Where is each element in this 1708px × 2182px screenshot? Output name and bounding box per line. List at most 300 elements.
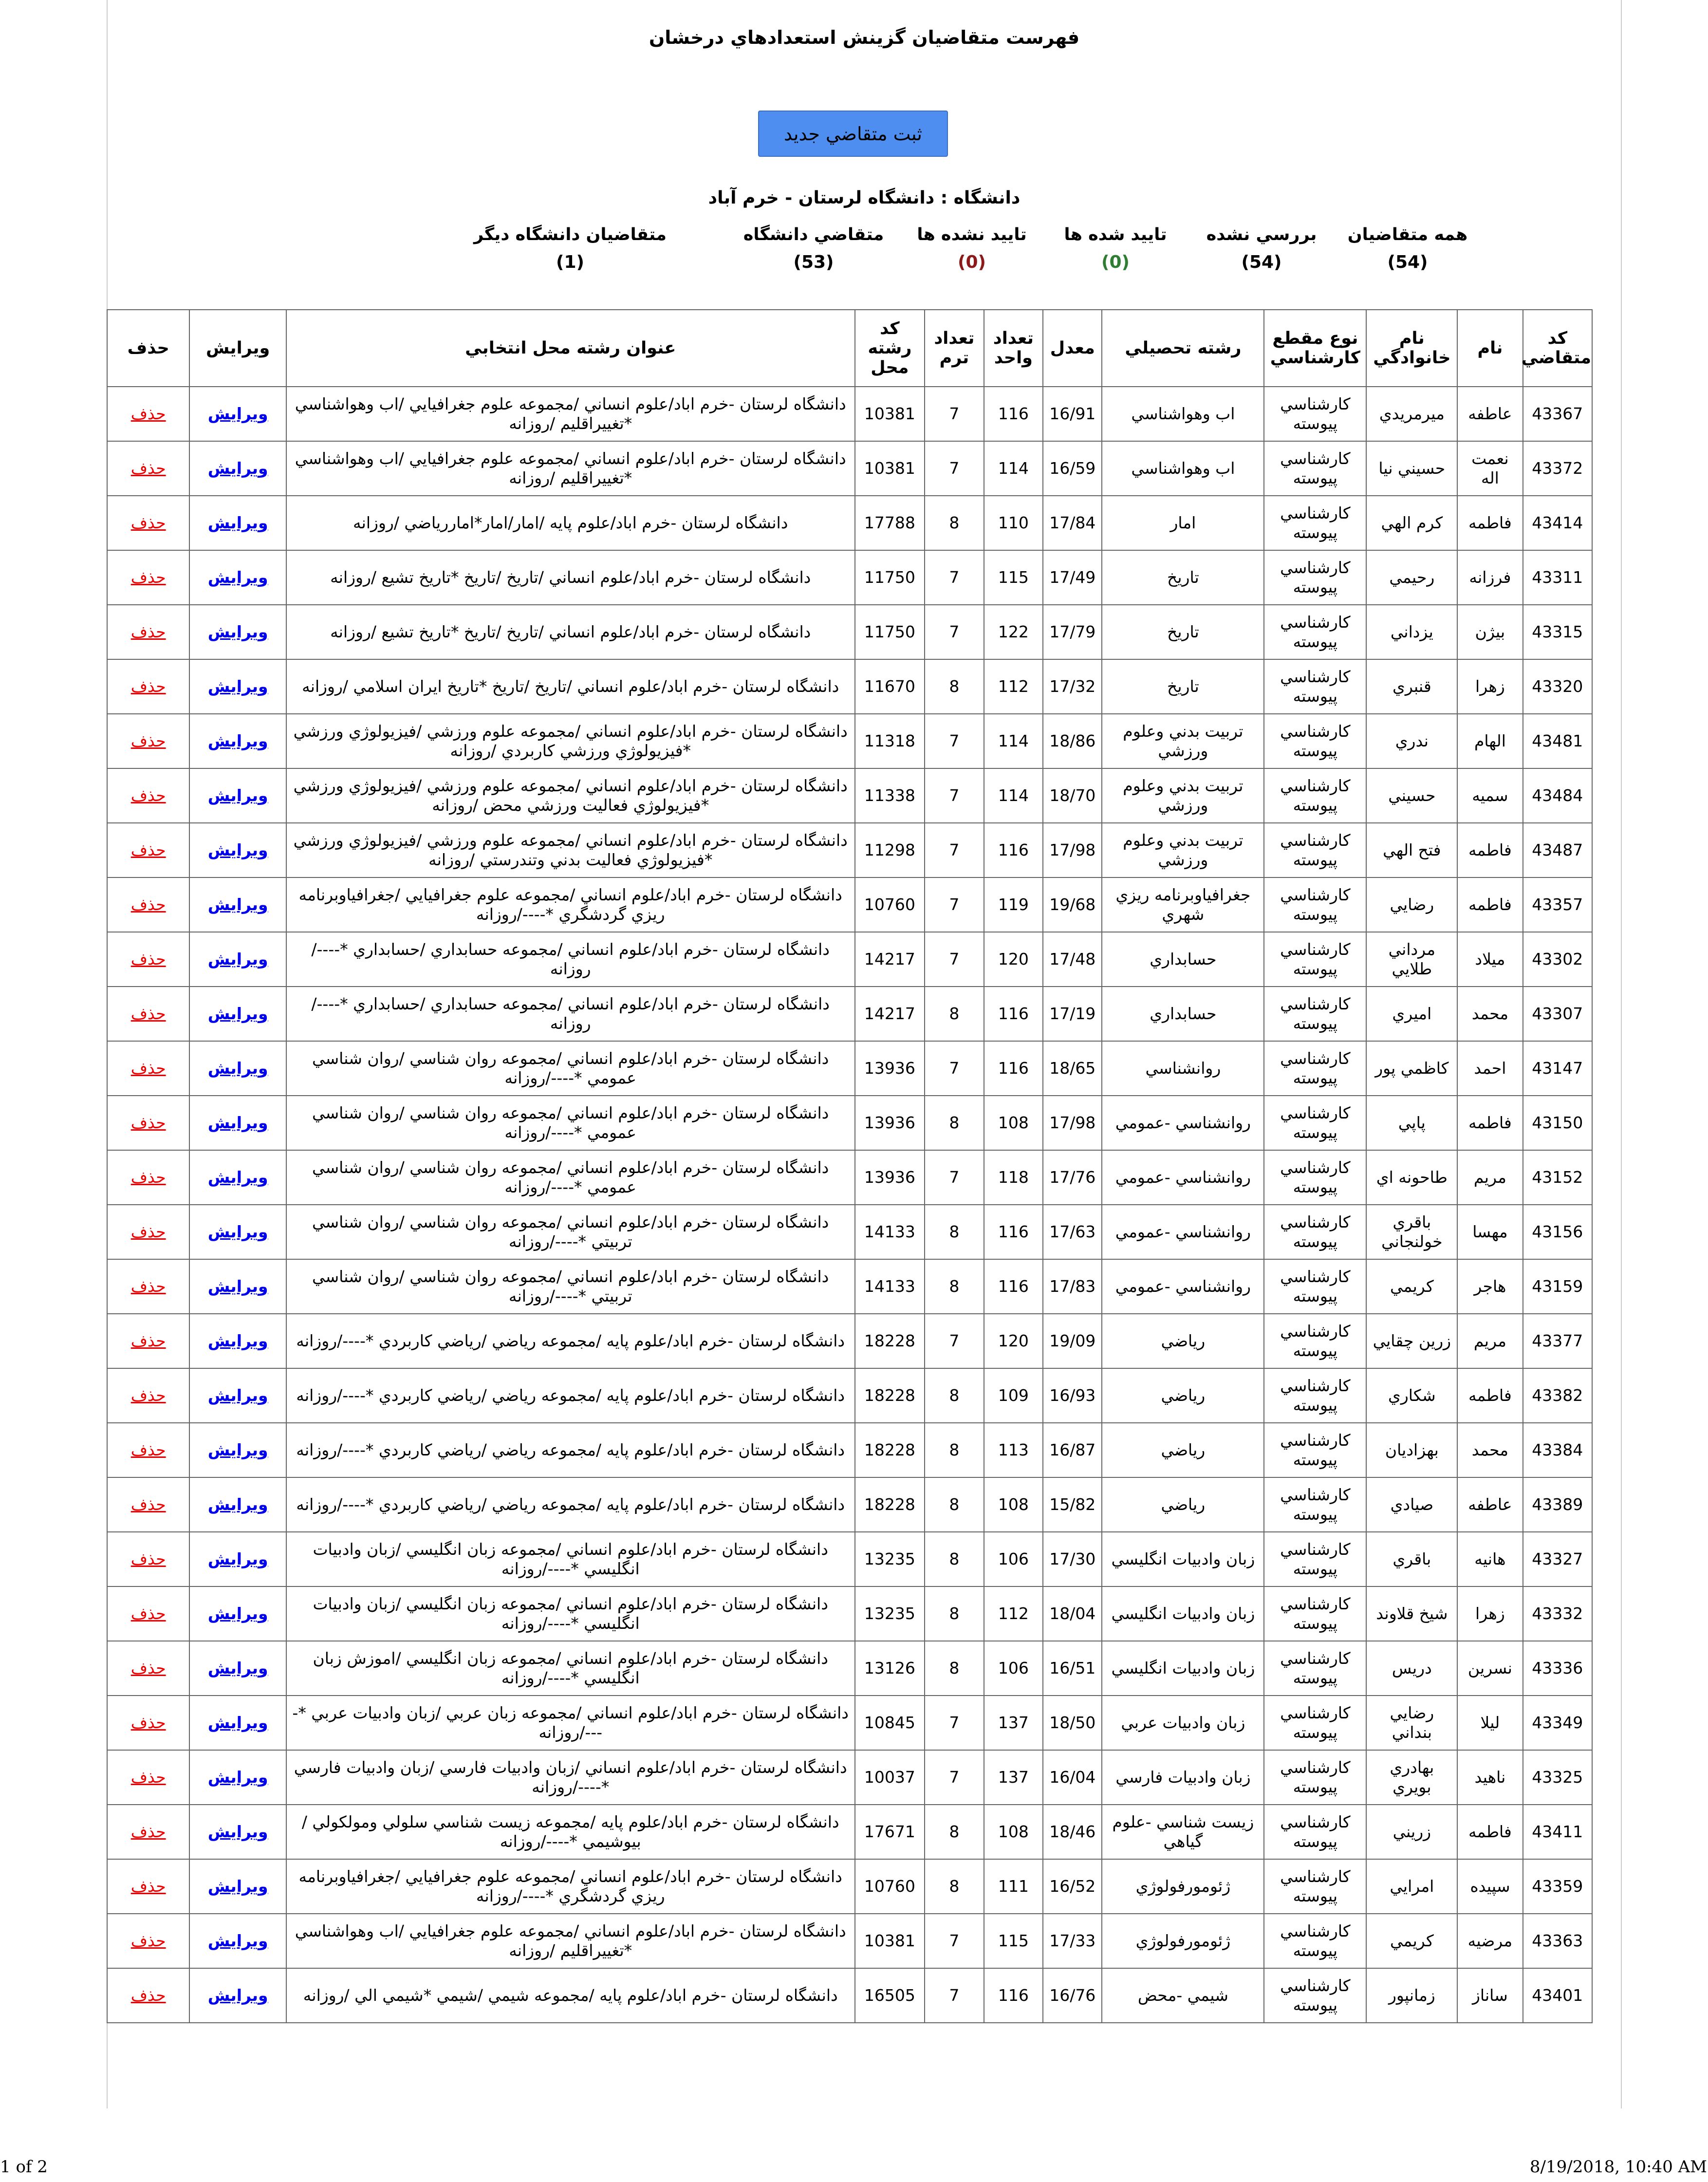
- delete-cell: [107, 1641, 189, 1696]
- major-cell: تربيت بدني وعلوم ورزشي: [1102, 768, 1264, 823]
- column-header: نام: [1457, 310, 1522, 387]
- first-name-cell: ليلا: [1457, 1696, 1522, 1750]
- delete-link[interactable]: حذف: [130, 786, 166, 805]
- table-row: [107, 1096, 1592, 1150]
- degree-type-cell: كارشناسي پيوسته: [1264, 659, 1366, 714]
- edit-cell: [189, 1750, 286, 1805]
- major-cell: اب وهواشناسي: [1102, 441, 1264, 496]
- last-name-cell: ميرمريدي: [1366, 387, 1457, 441]
- edit-cell: [189, 1805, 286, 1859]
- field-code-cell: 13936: [855, 1096, 925, 1150]
- edit-link[interactable]: ويرايش: [207, 568, 268, 587]
- last-name-cell: يزداني: [1366, 605, 1457, 659]
- delete-link[interactable]: حذف: [130, 1986, 166, 2005]
- edit-link[interactable]: ويرايش: [207, 1931, 268, 1950]
- major-cell: تاريخ: [1102, 550, 1264, 605]
- delete-cell: [107, 1150, 189, 1205]
- degree-type-cell: كارشناسي پيوسته: [1264, 714, 1366, 768]
- applicant-code-cell: 43382: [1523, 1368, 1592, 1423]
- first-name-cell: هاجر: [1457, 1259, 1522, 1314]
- gpa-cell: 18/86: [1043, 714, 1102, 768]
- edit-cell: [189, 659, 286, 714]
- terms-cell: 8: [925, 1096, 984, 1150]
- edit-link[interactable]: ويرايش: [207, 840, 268, 859]
- table-row: [107, 605, 1592, 659]
- last-name-cell: رضايي: [1366, 877, 1457, 932]
- table-row: [107, 659, 1592, 714]
- delete-link[interactable]: حذف: [130, 840, 166, 859]
- table-row: [107, 714, 1592, 768]
- edit-link[interactable]: ويرايش: [207, 1713, 268, 1732]
- major-cell: تاريخ: [1102, 605, 1264, 659]
- delete-cell: [107, 1586, 189, 1641]
- delete-link[interactable]: حذف: [130, 1931, 166, 1950]
- table-row: [107, 1259, 1592, 1314]
- gpa-cell: 17/63: [1043, 1205, 1102, 1259]
- delete-cell: [107, 1041, 189, 1096]
- table-row: [107, 1641, 1592, 1696]
- applicant-code-cell: 43159: [1523, 1259, 1592, 1314]
- applicant-code-cell: 43325: [1523, 1750, 1592, 1805]
- page-title: فهرست متقاضيان گزينش استعدادهاي درخشان: [649, 27, 1080, 48]
- delete-cell: [107, 659, 189, 714]
- new-applicant-button[interactable]: ثبت متقاضي جديد: [758, 111, 948, 157]
- degree-type-cell: كارشناسي پيوسته: [1264, 877, 1366, 932]
- first-name-cell: عاطفه: [1457, 1477, 1522, 1532]
- filter-count: (54): [1241, 252, 1282, 272]
- delete-cell: [107, 1314, 189, 1368]
- first-name-cell: بيژن: [1457, 605, 1522, 659]
- edit-link[interactable]: ويرايش: [207, 404, 268, 423]
- last-name-cell: كريمي: [1366, 1914, 1457, 1968]
- major-cell: رياضي: [1102, 1423, 1264, 1477]
- gpa-cell: 18/04: [1043, 1586, 1102, 1641]
- major-cell: رياضي: [1102, 1477, 1264, 1532]
- degree-type-cell: كارشناسي پيوسته: [1264, 1641, 1366, 1696]
- table-row: [107, 823, 1592, 877]
- degree-type-cell: كارشناسي پيوسته: [1264, 932, 1366, 987]
- delete-link[interactable]: حذف: [130, 895, 166, 914]
- units-cell: 116: [984, 1968, 1043, 2023]
- applicant-code-cell: 43389: [1523, 1477, 1592, 1532]
- delete-link[interactable]: حذف: [130, 1277, 166, 1296]
- print-timestamp: 8/19/2018, 10:40 AM: [1529, 2157, 1707, 2177]
- edit-link[interactable]: ويرايش: [207, 1877, 268, 1896]
- first-name-cell: مرضيه: [1457, 1914, 1522, 1968]
- delete-cell: [107, 1368, 189, 1423]
- first-name-cell: مريم: [1457, 1150, 1522, 1205]
- edit-link[interactable]: ويرايش: [207, 622, 268, 641]
- delete-cell: [107, 1423, 189, 1477]
- terms-cell: 8: [925, 1423, 984, 1477]
- applicant-code-cell: 43481: [1523, 714, 1592, 768]
- first-name-cell: نسرين: [1457, 1641, 1522, 1696]
- table-row: [107, 1532, 1592, 1586]
- filter-unreviewed[interactable]: [1184, 220, 1339, 272]
- table-row: [107, 1423, 1592, 1477]
- edit-link[interactable]: ويرايش: [207, 459, 268, 478]
- edit-link[interactable]: ويرايش: [207, 1113, 268, 1132]
- delete-cell: [107, 987, 189, 1041]
- first-name-cell: مريم: [1457, 1314, 1522, 1368]
- column-header: رشته تحصيلي: [1102, 310, 1264, 387]
- edit-link[interactable]: ويرايش: [207, 895, 268, 914]
- edit-cell: [189, 550, 286, 605]
- field-title-cell: دانشگاه لرستان -خرم اباد/علوم پايه /مجموعه رياضي /رياضي كاربردي *----/روزانه: [286, 1477, 855, 1532]
- edit-link[interactable]: ويرايش: [207, 950, 268, 969]
- gpa-cell: 17/76: [1043, 1150, 1102, 1205]
- units-cell: 118: [984, 1150, 1043, 1205]
- degree-type-cell: كارشناسي پيوسته: [1264, 1423, 1366, 1477]
- delete-cell: [107, 1914, 189, 1968]
- major-cell: جغرافياوبرنامه ريزي شهري: [1102, 877, 1264, 932]
- filter-label[interactable]: متقاضي دانشگاه: [743, 225, 884, 244]
- delete-link[interactable]: حذف: [130, 1549, 166, 1568]
- delete-link[interactable]: حذف: [130, 1604, 166, 1623]
- gpa-cell: 17/49: [1043, 550, 1102, 605]
- field-code-cell: 14217: [855, 987, 925, 1041]
- field-code-cell: 10760: [855, 1859, 925, 1914]
- applicant-code-cell: 43311: [1523, 550, 1592, 605]
- major-cell: زبان وادبيات عربي: [1102, 1696, 1264, 1750]
- last-name-cell: ندري: [1366, 714, 1457, 768]
- edit-cell: [189, 1586, 286, 1641]
- edit-cell: [189, 714, 286, 768]
- delete-link[interactable]: حذف: [130, 1113, 166, 1132]
- terms-cell: 8: [925, 1205, 984, 1259]
- units-cell: 112: [984, 659, 1043, 714]
- filter-university-applicants[interactable]: [736, 220, 891, 272]
- edit-link[interactable]: ويرايش: [207, 1768, 268, 1787]
- units-cell: 111: [984, 1859, 1043, 1914]
- table-row: [107, 877, 1592, 932]
- edit-cell: [189, 1368, 286, 1423]
- edit-cell: [189, 1532, 286, 1586]
- delete-link[interactable]: حذف: [130, 1222, 166, 1241]
- terms-cell: 7: [925, 387, 984, 441]
- table-row: [107, 1314, 1592, 1368]
- first-name-cell: فاطمه: [1457, 1368, 1522, 1423]
- table-row: [107, 550, 1592, 605]
- edit-link[interactable]: ويرايش: [207, 1549, 268, 1568]
- delete-cell: [107, 1805, 189, 1859]
- last-name-cell: بهادري بويري: [1366, 1750, 1457, 1805]
- units-cell: 114: [984, 714, 1043, 768]
- degree-type-cell: كارشناسي پيوسته: [1264, 387, 1366, 441]
- field-title-cell: دانشگاه لرستان -خرم اباد/علوم انساني /تاريخ /تاريخ *تاريخ ايران اسلامي /روزانه: [286, 659, 855, 714]
- last-name-cell: بهزاديان: [1366, 1423, 1457, 1477]
- last-name-cell: باقري خولنجاني: [1366, 1205, 1457, 1259]
- major-cell: تربيت بدني وعلوم ورزشي: [1102, 823, 1264, 877]
- edit-cell: [189, 877, 286, 932]
- terms-cell: 8: [925, 1586, 984, 1641]
- first-name-cell: زهرا: [1457, 659, 1522, 714]
- filter-count: (54): [1387, 252, 1428, 272]
- delete-link[interactable]: حذف: [130, 1331, 166, 1350]
- degree-type-cell: كارشناسي پيوسته: [1264, 1750, 1366, 1805]
- delete-link[interactable]: حذف: [130, 622, 166, 641]
- gpa-cell: 18/46: [1043, 1805, 1102, 1859]
- field-code-cell: 11318: [855, 714, 925, 768]
- edit-link[interactable]: ويرايش: [207, 1222, 268, 1241]
- degree-type-cell: كارشناسي پيوسته: [1264, 1314, 1366, 1368]
- delete-link[interactable]: حذف: [130, 1440, 166, 1459]
- first-name-cell: الهام: [1457, 714, 1522, 768]
- table-header-row: [107, 310, 1592, 387]
- terms-cell: 7: [925, 441, 984, 496]
- filter-count: (0): [958, 252, 986, 272]
- delete-link[interactable]: حذف: [130, 404, 166, 423]
- first-name-cell: هانيه: [1457, 1532, 1522, 1586]
- degree-type-cell: كارشناسي پيوسته: [1264, 550, 1366, 605]
- terms-cell: 7: [925, 1150, 984, 1205]
- gpa-cell: 16/91: [1043, 387, 1102, 441]
- edit-link[interactable]: ويرايش: [207, 677, 268, 696]
- first-name-cell: مهسا: [1457, 1205, 1522, 1259]
- degree-type-cell: كارشناسي پيوسته: [1264, 1259, 1366, 1314]
- gpa-cell: 17/98: [1043, 1096, 1102, 1150]
- last-name-cell: رضايي بنداني: [1366, 1696, 1457, 1750]
- field-title-cell: دانشگاه لرستان -خرم اباد/علوم پايه /امار/امار*اماررياضي /روزانه: [286, 496, 855, 550]
- first-name-cell: ساناز: [1457, 1968, 1522, 2023]
- first-name-cell: ناهيد: [1457, 1750, 1522, 1805]
- field-code-cell: 16505: [855, 1968, 925, 2023]
- terms-cell: 8: [925, 659, 984, 714]
- edit-link[interactable]: ويرايش: [207, 1059, 268, 1078]
- major-cell: حسابداري: [1102, 932, 1264, 987]
- last-name-cell: شيخ قلاوند: [1366, 1586, 1457, 1641]
- edit-link[interactable]: ويرايش: [207, 1386, 268, 1405]
- field-title-cell: دانشگاه لرستان -خرم اباد/علوم انساني /تاريخ /تاريخ *تاريخ تشيع /روزانه: [286, 605, 855, 659]
- field-title-cell: دانشگاه لرستان -خرم اباد/علوم انساني /مجموعه علوم ورزشي /فيزيولوژي ورزشي *فيزيولوژي ورزشي كاربردي /روزانه: [286, 714, 855, 768]
- delete-cell: [107, 387, 189, 441]
- applicant-code-cell: 43414: [1523, 496, 1592, 550]
- first-name-cell: ميلاد: [1457, 932, 1522, 987]
- last-name-cell: زمانپور: [1366, 1968, 1457, 2023]
- field-code-cell: 11670: [855, 659, 925, 714]
- first-name-cell: عاطفه: [1457, 387, 1522, 441]
- edit-link[interactable]: ويرايش: [207, 1604, 268, 1623]
- field-title-cell: دانشگاه لرستان -خرم اباد/علوم انساني /مجموعه زبان انگليسي /زبان وادبيات انگليسي *----/روزانه: [286, 1532, 855, 1586]
- major-cell: رياضي: [1102, 1368, 1264, 1423]
- table-row: [107, 1205, 1592, 1259]
- filter-label[interactable]: همه متقاضيان: [1347, 225, 1468, 244]
- major-cell: زبان وادبيات انگليسي: [1102, 1532, 1264, 1586]
- units-cell: 137: [984, 1696, 1043, 1750]
- delete-link[interactable]: حذف: [130, 950, 166, 969]
- terms-cell: 8: [925, 987, 984, 1041]
- units-cell: 116: [984, 387, 1043, 441]
- filter-all[interactable]: [1330, 220, 1485, 272]
- edit-link[interactable]: ويرايش: [207, 731, 268, 750]
- delete-link[interactable]: حذف: [130, 1768, 166, 1787]
- applicant-code-cell: 43332: [1523, 1586, 1592, 1641]
- field-code-cell: 13936: [855, 1150, 925, 1205]
- edit-cell: [189, 1314, 286, 1368]
- table-row: [107, 1477, 1592, 1532]
- gpa-cell: 17/84: [1043, 496, 1102, 550]
- last-name-cell: زرين چقايي: [1366, 1314, 1457, 1368]
- delete-link[interactable]: حذف: [130, 1877, 166, 1896]
- edit-cell: [189, 1696, 286, 1750]
- units-cell: 110: [984, 496, 1043, 550]
- delete-link[interactable]: حذف: [130, 568, 166, 587]
- field-code-cell: 13126: [855, 1641, 925, 1696]
- gpa-cell: 17/32: [1043, 659, 1102, 714]
- filter-label[interactable]: بررسي نشده: [1206, 225, 1317, 244]
- field-code-cell: 14133: [855, 1259, 925, 1314]
- applicant-code-cell: 43156: [1523, 1205, 1592, 1259]
- filter-rejected[interactable]: [894, 220, 1050, 272]
- edit-link[interactable]: ويرايش: [207, 1495, 268, 1514]
- edit-link[interactable]: ويرايش: [207, 1004, 268, 1023]
- gpa-cell: 18/50: [1043, 1696, 1102, 1750]
- filter-label[interactable]: متقاضيان دانشگاه ديگر: [474, 225, 667, 244]
- gpa-cell: 16/93: [1043, 1368, 1102, 1423]
- units-cell: 108: [984, 1477, 1043, 1532]
- filter-label[interactable]: تاييد شده ها: [1064, 225, 1167, 244]
- last-name-cell: قنبري: [1366, 659, 1457, 714]
- gpa-cell: 16/51: [1043, 1641, 1102, 1696]
- field-code-cell: 18228: [855, 1423, 925, 1477]
- degree-type-cell: كارشناسي پيوسته: [1264, 605, 1366, 659]
- table-row: [107, 768, 1592, 823]
- units-cell: 116: [984, 823, 1043, 877]
- filter-label[interactable]: تاييد نشده ها: [917, 225, 1027, 244]
- field-code-cell: 10760: [855, 877, 925, 932]
- terms-cell: 8: [925, 1641, 984, 1696]
- degree-type-cell: كارشناسي پيوسته: [1264, 1914, 1366, 1968]
- last-name-cell: شكاري: [1366, 1368, 1457, 1423]
- field-title-cell: دانشگاه لرستان -خرم اباد/علوم انساني /تاريخ /تاريخ *تاريخ تشيع /روزانه: [286, 550, 855, 605]
- delete-link[interactable]: حذف: [130, 1495, 166, 1514]
- delete-link[interactable]: حذف: [130, 731, 166, 750]
- gpa-cell: 17/19: [1043, 987, 1102, 1041]
- units-cell: 108: [984, 1096, 1043, 1150]
- edit-link[interactable]: ويرايش: [207, 786, 268, 805]
- terms-cell: 7: [925, 1750, 984, 1805]
- field-title-cell: دانشگاه لرستان -خرم اباد/علوم انساني /مجموعه روان شناسي /روان شناسي تربيتي *----/روزانه: [286, 1205, 855, 1259]
- field-code-cell: 14217: [855, 932, 925, 987]
- table-row: [107, 1586, 1592, 1641]
- last-name-cell: كاظمي پور: [1366, 1041, 1457, 1096]
- degree-type-cell: كارشناسي پيوسته: [1264, 1205, 1366, 1259]
- column-header: نام خانوادگي: [1366, 310, 1457, 387]
- applicant-code-cell: 43349: [1523, 1696, 1592, 1750]
- table-row: [107, 387, 1592, 441]
- units-cell: 116: [984, 987, 1043, 1041]
- table-row: [107, 496, 1592, 550]
- terms-cell: 7: [925, 1314, 984, 1368]
- last-name-cell: حسيني نيا: [1366, 441, 1457, 496]
- delete-link[interactable]: حذف: [130, 1168, 166, 1187]
- degree-type-cell: كارشناسي پيوسته: [1264, 441, 1366, 496]
- terms-cell: 7: [925, 1968, 984, 2023]
- edit-cell: [189, 387, 286, 441]
- column-header: كد متقاضي: [1523, 310, 1592, 387]
- degree-type-cell: كارشناسي پيوسته: [1264, 1096, 1366, 1150]
- terms-cell: 8: [925, 1259, 984, 1314]
- gpa-cell: 17/79: [1043, 605, 1102, 659]
- field-title-cell: دانشگاه لرستان -خرم اباد/علوم انساني /مجموعه روان شناسي /روان شناسي تربيتي *----/روزانه: [286, 1259, 855, 1314]
- field-code-cell: 17671: [855, 1805, 925, 1859]
- first-name-cell: سپيده: [1457, 1859, 1522, 1914]
- applicant-code-cell: 43320: [1523, 659, 1592, 714]
- applicant-code-cell: 43377: [1523, 1314, 1592, 1368]
- filter-other-university[interactable]: [473, 220, 668, 272]
- delete-cell: [107, 1096, 189, 1150]
- applicant-code-cell: 43150: [1523, 1096, 1592, 1150]
- terms-cell: 8: [925, 1477, 984, 1532]
- delete-link[interactable]: حذف: [130, 1004, 166, 1023]
- delete-cell: [107, 605, 189, 659]
- major-cell: زبان وادبيات فارسي: [1102, 1750, 1264, 1805]
- field-title-cell: دانشگاه لرستان -خرم اباد/علوم پايه /مجموعه زيست شناسي سلولي ومولكولي /بيوشيمي *----/روزانه: [286, 1805, 855, 1859]
- units-cell: 106: [984, 1532, 1043, 1586]
- edit-link[interactable]: ويرايش: [207, 513, 268, 532]
- last-name-cell: پاپي: [1366, 1096, 1457, 1150]
- gpa-cell: 19/68: [1043, 877, 1102, 932]
- gpa-cell: 16/59: [1043, 441, 1102, 496]
- delete-link[interactable]: حذف: [130, 1713, 166, 1732]
- edit-cell: [189, 823, 286, 877]
- edit-cell: [189, 1259, 286, 1314]
- column-header: نوع مقطع كارشناسي: [1264, 310, 1366, 387]
- edit-link[interactable]: ويرايش: [207, 1331, 268, 1350]
- edit-link[interactable]: ويرايش: [207, 1277, 268, 1296]
- page-number: 1 of 2: [0, 2157, 48, 2177]
- units-cell: 120: [984, 1314, 1043, 1368]
- table-row: [107, 441, 1592, 496]
- field-title-cell: دانشگاه لرستان -خرم اباد/علوم انساني /مجموعه علوم ورزشي /فيزيولوژي ورزشي *فيزيولوژي فعاليت بدني وتندرستي /روزانه: [286, 823, 855, 877]
- delete-link[interactable]: حذف: [130, 513, 166, 532]
- field-title-cell: دانشگاه لرستان -خرم اباد/علوم انساني /مجموعه علوم ورزشي /فيزيولوژي ورزشي *فيزيولوژي فعاليت ورزشي محض /روزانه: [286, 768, 855, 823]
- major-cell: روانشناسي -عمومي: [1102, 1205, 1264, 1259]
- field-title-cell: دانشگاه لرستان -خرم اباد/علوم پايه /مجموعه رياضي /رياضي كاربردي *----/روزانه: [286, 1423, 855, 1477]
- edit-link[interactable]: ويرايش: [207, 1986, 268, 2005]
- delete-link[interactable]: حذف: [130, 459, 166, 478]
- applicant-code-cell: 43484: [1523, 768, 1592, 823]
- field-code-cell: 10381: [855, 1914, 925, 1968]
- filter-approved[interactable]: [1038, 220, 1193, 272]
- field-title-cell: دانشگاه لرستان -خرم اباد/علوم انساني /مجموعه روان شناسي /روان شناسي عمومي *----/روزانه: [286, 1041, 855, 1096]
- delete-link[interactable]: حذف: [130, 1659, 166, 1678]
- units-cell: 106: [984, 1641, 1043, 1696]
- delete-link[interactable]: حذف: [130, 1386, 166, 1405]
- last-name-cell: مرداني طلايي: [1366, 932, 1457, 987]
- delete-link[interactable]: حذف: [130, 1822, 166, 1841]
- field-code-cell: 11298: [855, 823, 925, 877]
- field-code-cell: 11750: [855, 550, 925, 605]
- last-name-cell: دريس: [1366, 1641, 1457, 1696]
- edit-link[interactable]: ويرايش: [207, 1440, 268, 1459]
- units-cell: 120: [984, 932, 1043, 987]
- degree-type-cell: كارشناسي پيوسته: [1264, 768, 1366, 823]
- edit-link[interactable]: ويرايش: [207, 1168, 268, 1187]
- delete-cell: [107, 1532, 189, 1586]
- applicant-code-cell: 43307: [1523, 987, 1592, 1041]
- edit-cell: [189, 1150, 286, 1205]
- edit-link[interactable]: ويرايش: [207, 1822, 268, 1841]
- first-name-cell: فاطمه: [1457, 823, 1522, 877]
- terms-cell: 7: [925, 823, 984, 877]
- gpa-cell: 18/70: [1043, 768, 1102, 823]
- delete-link[interactable]: حذف: [130, 1059, 166, 1078]
- degree-type-cell: كارشناسي پيوسته: [1264, 496, 1366, 550]
- applicant-code-cell: 43315: [1523, 605, 1592, 659]
- edit-link[interactable]: ويرايش: [207, 1659, 268, 1678]
- delete-link[interactable]: حذف: [130, 677, 166, 696]
